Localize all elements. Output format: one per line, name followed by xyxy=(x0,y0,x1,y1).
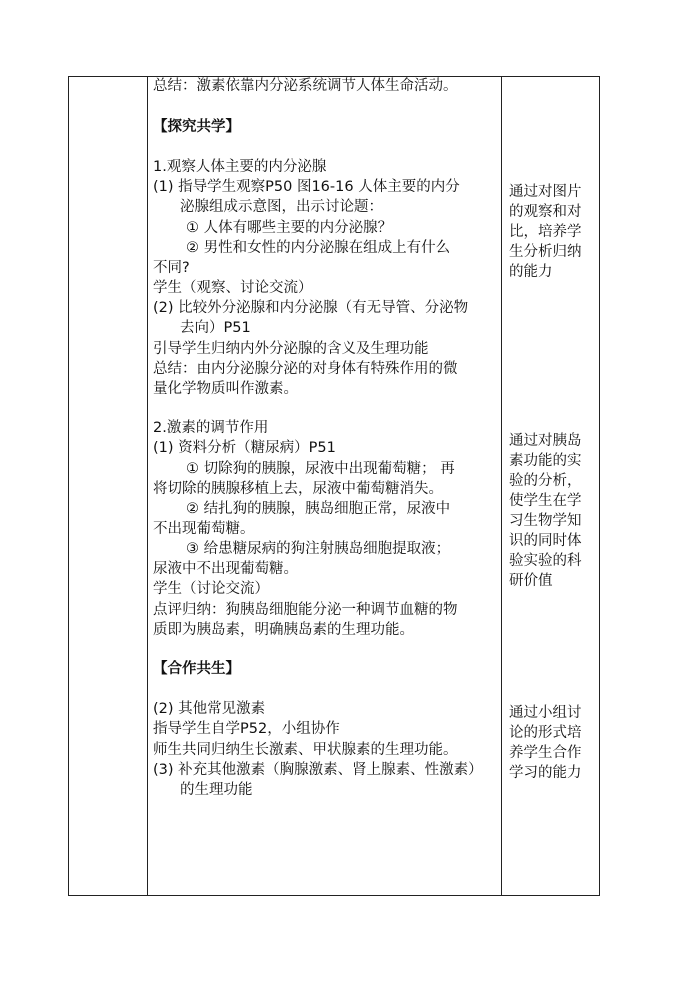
part1-title: 1.观察人体主要的内分泌腺 xyxy=(153,159,327,175)
part3-item2: (2) 其他常见激素 xyxy=(153,701,266,717)
part2-comment-line1: 点评归纳：狗胰岛细胞能分泌一种调节血糖的物 xyxy=(153,602,458,618)
part2-student-activity: 学生（讨论交流） xyxy=(153,581,269,597)
part1-question1: ① 人体有哪些主要的内分泌腺？ xyxy=(186,220,393,236)
part3-summary: 师生共同归纳生长激素、甲状腺素的生理功能。 xyxy=(153,742,458,758)
part2-item1: (1) 资料分析（糖尿病）P51 xyxy=(153,440,336,456)
part2-step1-line2: 将切除的胰腺移植上去，尿液中葡萄糖消失。 xyxy=(153,481,443,497)
column-divider-right xyxy=(501,77,502,895)
part3-item3-line2: 的生理功能 xyxy=(180,782,253,798)
part2-step2-line2: 不出现葡萄糖。 xyxy=(153,521,255,537)
part2-comment-line2: 质即为胰岛素，明确胰岛素的生理功能。 xyxy=(153,622,414,638)
part1-item1-line1: (1) 指导学生观察P50 图16-16 人体主要的内分 xyxy=(153,179,460,195)
part1-summary-line2: 量化学物质叫作激素。 xyxy=(153,381,298,397)
part1-item1-line2: 泌腺组成示意图，出示讨论题： xyxy=(180,199,383,215)
part2-title: 2.激素的调节作用 xyxy=(153,420,269,436)
part1-student-activity: 学生（观察、讨论交流） xyxy=(153,280,313,296)
part2-step3-line1: ③ 给患糖尿病的狗注射胰岛细胞提取液； xyxy=(186,541,451,557)
column-divider-left xyxy=(147,77,148,895)
part3-item3-line1: (3) 补充其他激素（胸腺激素、肾上腺素、性激素） xyxy=(153,762,483,778)
section-heading-cooperate: 【合作共生】 xyxy=(153,661,240,677)
part1-question2-line2: 不同? xyxy=(153,260,190,276)
part1-item2-line2: 去向）P51 xyxy=(180,320,251,336)
part1-summary-line1: 总结：由内分泌腺分泌的对身体有特殊作用的微 xyxy=(153,361,458,377)
part2-step3-line2: 尿液中不出现葡萄糖。 xyxy=(153,561,298,577)
note-cooperation-purpose: 通过小组讨 论的形式培 养学生合作 学习的能力 xyxy=(509,705,582,781)
section-heading-explore: 【探究共学】 xyxy=(153,119,240,135)
note-experiment-purpose: 通过对胰岛 素功能的实 验的分析， 使学生在学 习生物学知 识的同时体 验实验的科 研价值 xyxy=(509,433,582,589)
note-observation-purpose: 通过对图片 的观察和对 比，培养学 生分析归纳 的能力 xyxy=(509,184,582,280)
part1-item2-line1: (2) 比较外分泌腺和内分泌腺（有无导管、分泌物 xyxy=(153,300,469,316)
summary-top: 总结：激素依靠内分泌系统调节人体生命活动。 xyxy=(153,78,458,94)
part1-guide: 引导学生归纳内外分泌腺的含义及生理功能 xyxy=(153,341,429,357)
part2-step2-line1: ② 结扎狗的胰腺，胰岛细胞正常，尿液中 xyxy=(186,501,451,517)
part2-step1-line1: ① 切除狗的胰腺，尿液中出现葡萄糖； 再 xyxy=(186,461,455,477)
part3-guide: 指导学生自学P52，小组协作 xyxy=(153,721,340,737)
part1-question2-line1: ② 男性和女性的内分泌腺在组成上有什么 xyxy=(186,240,451,256)
